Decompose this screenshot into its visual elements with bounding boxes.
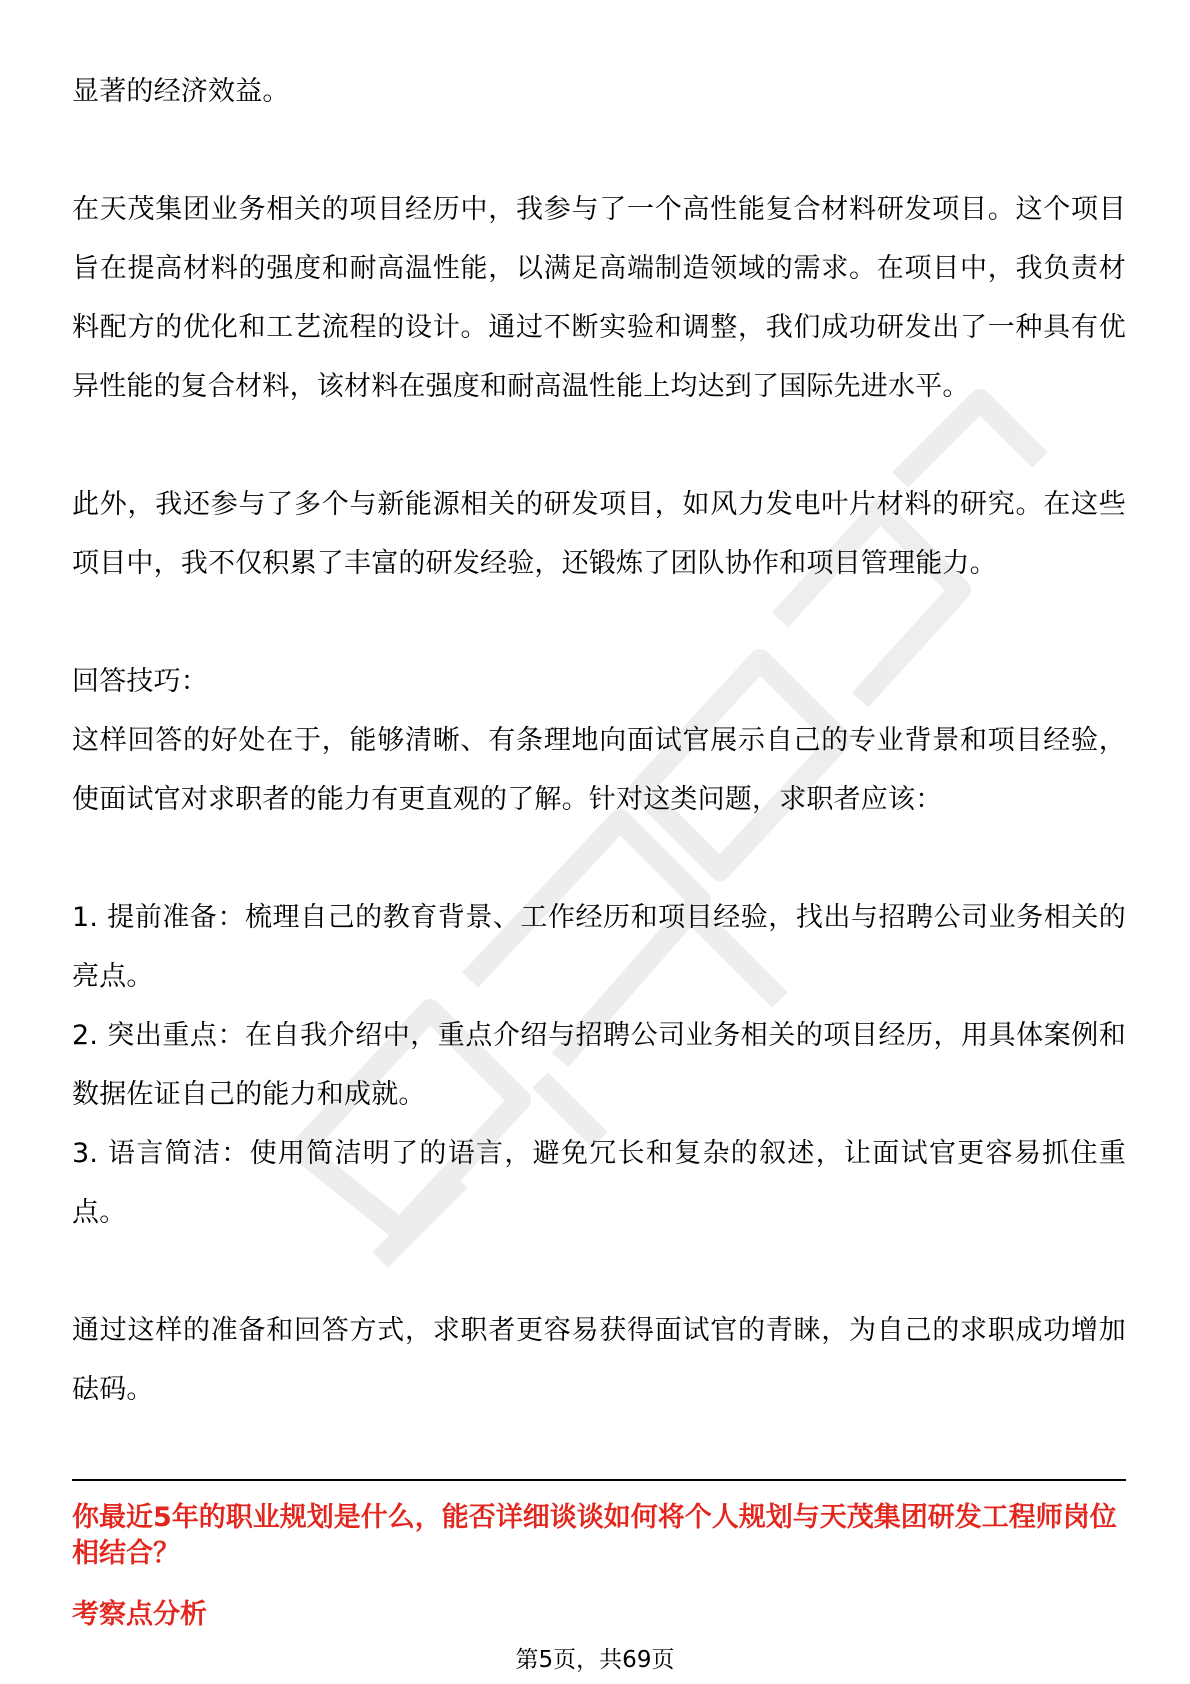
- paragraph: 通过这样的准备和回答方式，求职者更容易获得面试官的青睐，为自己的求职成功增加砝码。: [72, 1315, 1126, 1405]
- list-item: 3. 语言简洁：使用简洁明了的语言，避免冗长和复杂的叙述，让面试官更容易抓住重点。: [72, 1138, 1126, 1228]
- body-text: [72, 62, 1126, 1419]
- list-item: 2. 突出重点：在自我介绍中，重点介绍与招聘公司业务相关的项目经历，用具体案例和数据佐证自己的能力和成就。: [72, 1020, 1126, 1110]
- paragraph: 此外，我还参与了多个与新能源相关的研发项目，如风力发电叶片材料的研究。在这些项目中，我不仅积累了丰富的研发经验，还锻炼了团队协作和项目管理能力。: [72, 489, 1126, 579]
- section-title: 考察点分析: [72, 1599, 207, 1630]
- page-number: 第5页，共69页: [515, 1647, 675, 1673]
- list-item: 1. 提前准备：梳理自己的教育背景、工作经历和项目经验，找出与招聘公司业务相关的亮点。: [72, 902, 1126, 992]
- paragraph: 在天茂集团业务相关的项目经历中，我参与了一个高性能复合材料研发项目。这个项目旨在提高材料的强度和耐高温性能，以满足高端制造领域的需求。在项目中，我负责材料配方的优化和工艺流程的设计。通过不断实验和调整，我们成功研发出了一种具有优异性能的复合材料，该材料在强度和耐高温性能上均达到了国际先进水平。: [72, 194, 1126, 402]
- question-title: 你最近5年的职业规划是什么，能否详细谈谈如何将个人规划与天茂集团研发工程师岗位相结合？: [72, 1502, 1117, 1569]
- divider: [72, 1479, 1126, 1481]
- paragraph: 显著的经济效益。: [72, 76, 290, 107]
- tips-heading: 回答技巧：: [72, 666, 208, 697]
- paragraph: 这样回答的好处在于，能够清晰、有条理地向面试官展示自己的专业背景和项目经验，使面试官对求职者的能力有更直观的了解。针对这类问题，求职者应该：: [72, 725, 1126, 815]
